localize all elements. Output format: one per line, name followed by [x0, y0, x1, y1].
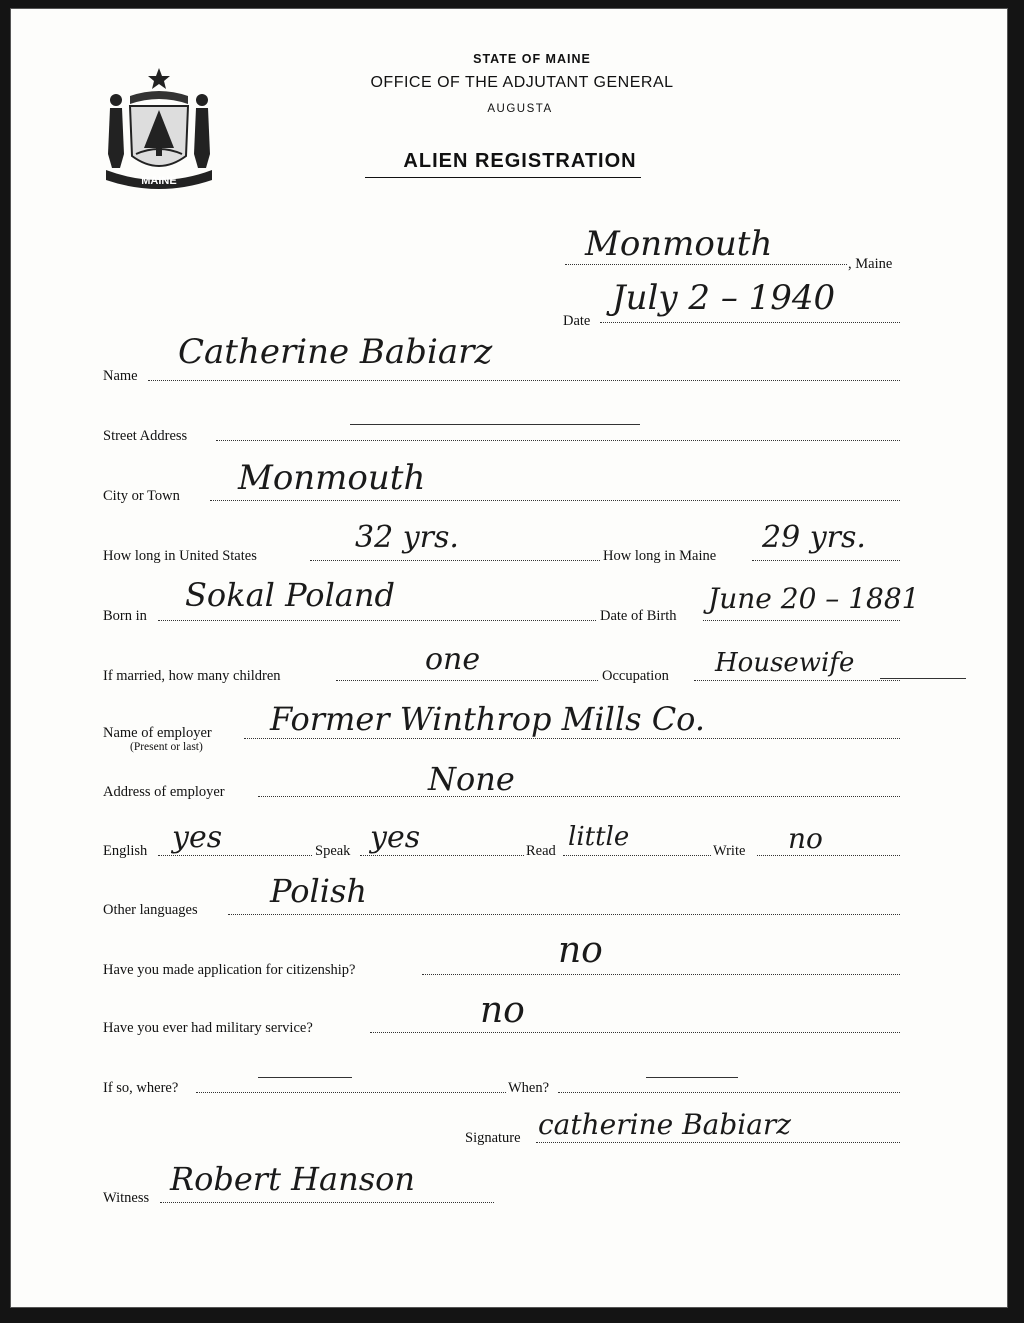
how-long-maine-line [752, 560, 900, 561]
other-languages-label: Other languages [103, 902, 198, 918]
other-languages-line [228, 914, 900, 915]
signature-label: Signature [465, 1130, 521, 1146]
header-state: STATE OF MAINE [473, 52, 591, 66]
date-line [600, 322, 900, 323]
write-value: no [788, 822, 823, 855]
witness-value: Robert Hanson [170, 1160, 415, 1198]
occupation-label: Occupation [602, 668, 669, 684]
citizenship-line [422, 974, 900, 975]
if-so-where-label: If so, where? [103, 1080, 179, 1096]
how-long-us-value: 32 yrs. [355, 520, 459, 555]
occupation-value: Housewife [715, 648, 855, 678]
header-office: OFFICE OF THE ADJUTANT GENERAL [370, 74, 674, 91]
header-city: AUGUSTA [487, 103, 553, 115]
born-in-label: Born in [103, 608, 147, 624]
citizenship-label: Have you made application for citizenship? [103, 962, 356, 978]
employer-note: (Present or last) [130, 741, 203, 753]
signature-line [536, 1142, 900, 1143]
employer-line [244, 738, 900, 739]
born-in-line [158, 620, 596, 621]
military-line [370, 1032, 900, 1033]
occupation-dash [880, 678, 966, 679]
when-line [558, 1092, 900, 1093]
employer-address-label: Address of employer [103, 784, 225, 800]
date-of-birth-value: June 20 – 1881 [708, 582, 920, 615]
military-value: no [480, 990, 525, 1031]
speak-label: Speak [315, 843, 351, 859]
english-value: yes [172, 820, 223, 855]
other-languages-value: Polish [270, 872, 367, 910]
speak-value: yes [370, 820, 421, 855]
town-line [565, 264, 847, 265]
employer-value: Former Winthrop Mills Co. [270, 700, 706, 738]
date-of-birth-line [703, 620, 900, 621]
where-line [196, 1092, 506, 1093]
citizenship-value: no [558, 930, 603, 971]
english-line [158, 855, 312, 856]
name-label: Name [103, 368, 138, 384]
how-long-maine-label: How long in Maine [603, 548, 717, 564]
speak-line [360, 855, 524, 856]
how-long-us-line [310, 560, 600, 561]
occupation-line [694, 680, 900, 681]
name-line [148, 380, 900, 381]
seal-ribbon-text: MAINE [141, 175, 177, 187]
english-label: English [103, 843, 148, 859]
employer-label: Name of employer [103, 725, 212, 741]
write-label: Write [713, 843, 746, 859]
town-value: Monmouth [585, 224, 773, 264]
military-label: Have you ever had military service? [103, 1020, 313, 1036]
form-page [10, 8, 1008, 1308]
name-value: Catherine Babiarz [178, 332, 493, 372]
city-line [210, 500, 900, 501]
employer-address-line [258, 796, 900, 797]
city-value: Monmouth [238, 458, 426, 498]
employer-address-value: None [428, 760, 515, 798]
witness-line [160, 1202, 494, 1203]
born-in-value: Sokal Poland [185, 576, 395, 614]
children-value: one [425, 642, 481, 677]
read-value: little [568, 822, 630, 852]
read-line [563, 855, 711, 856]
how-long-maine-value: 29 yrs. [762, 520, 866, 555]
form-title: ALIEN REGISTRATION [403, 150, 637, 172]
read-label: Read [526, 843, 556, 859]
where-dash [258, 1077, 352, 1078]
witness-label: Witness [103, 1190, 150, 1206]
when-label: When? [508, 1080, 550, 1096]
city-label: City or Town [103, 488, 180, 504]
street-address-line [216, 440, 900, 441]
when-dash [646, 1077, 738, 1078]
date-value: July 2 – 1940 [612, 278, 836, 318]
children-label: If married, how many children [103, 668, 281, 684]
date-of-birth-label: Date of Birth [600, 608, 677, 624]
children-line [336, 680, 598, 681]
how-long-us-label: How long in United States [103, 548, 257, 564]
maine-label: , Maine [848, 256, 893, 272]
signature-value: catherine Babiarz [538, 1108, 792, 1141]
title-underline [365, 177, 641, 178]
street-address-label: Street Address [103, 428, 188, 444]
date-label: Date [563, 313, 591, 329]
street-address-dash [350, 424, 640, 425]
write-line [757, 855, 900, 856]
